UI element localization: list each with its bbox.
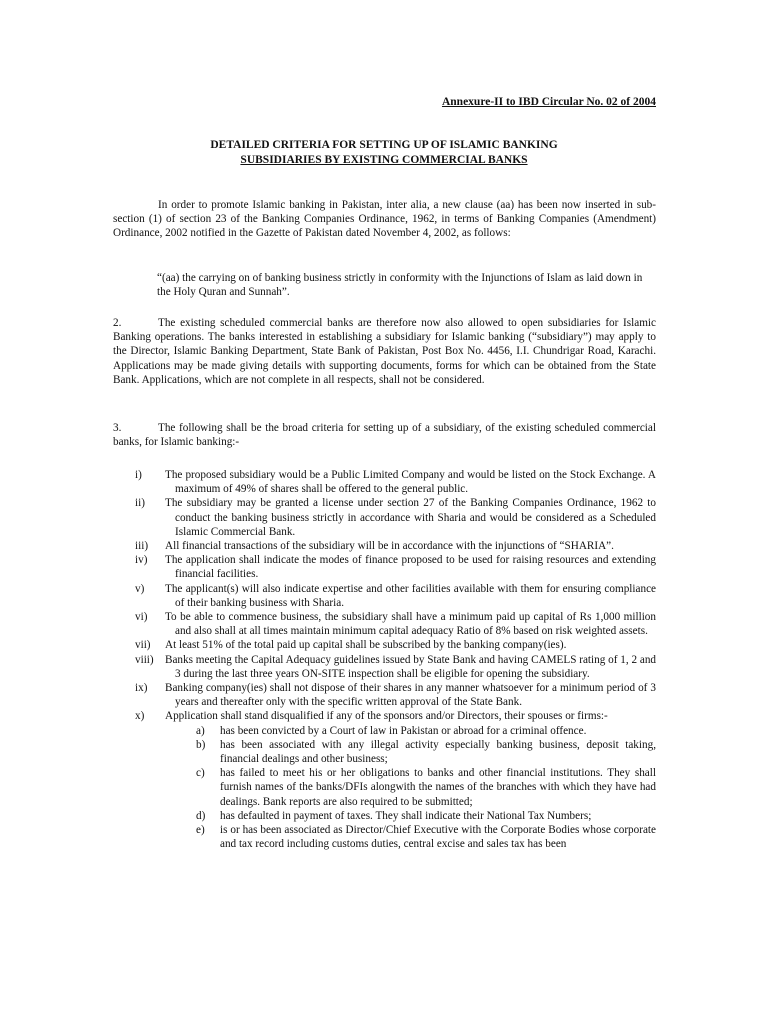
item-text: has been convicted by a Court of law in Pakistan or abroad for a criminal offence. [220,724,587,737]
paragraph-number: 2. [113,317,122,329]
item-number: ii) [135,497,145,510]
disqualification-item [113,823,656,851]
criteria-item [113,653,656,681]
item-text: has defaulted in payment of taxes. They shall indicate their National Tax Numbers; [220,809,592,822]
criteria-item [113,496,656,539]
item-text: All financial transactions of the subsidiary will be in accordance with the injunctions of “SHARIA”. [165,540,614,553]
item-text: The application shall indicate the modes of finance proposed to be used for raising resources and extending financial facilities. [165,554,656,581]
title-line-1: DETAILED CRITERIA FOR SETTING UP OF ISLAMIC BANKING [210,139,558,151]
item-text: To be able to commence business, the subsidiary shall have a minimum paid up capital of Rs 1,000 million and also shall at all times maintain minimum capital adequacy Ratio of 8% based on risk weighted assets. [165,611,656,638]
item-text: Banking company(ies) shall not dispose of their shares in any manner whatsoever for a minimum period of 3 years and thereafter only with the specific written approval of the State Bank. [165,682,656,709]
paragraph-text: The existing scheduled commercial banks are therefore now also allowed to open subsidiaries for Islamic Banking operations. The banks interested in establishing a subsidiary for Islamic banking (“subsidiary”) may apply to the Director, Islamic Banking Department, State Bank of Pakistan, Post Box No. 4456, I.I. Chundrigar Road, Karachi. Applications may be made giving details with supporting documents, forms for which can be obtained from the State Bank. Applications, which are not complete in all respects, shall not be considered. [113,317,656,386]
criteria-item [113,553,656,581]
item-text: The proposed subsidiary would be a Public Limited Company and would be listed on the Stock Exchange. A maximum of 49% of shares shall be offered to the general public. [165,469,656,496]
item-text: Application shall stand disqualified if any of the sponsors and/or Directors, their spouses or firms:- [165,710,608,723]
intro-paragraph: In order to promote Islamic banking in Pakistan, inter alia, a new clause (aa) has been now inserted in sub-section (1) of section 23 of the Banking Companies Ordinance, 1962, in terms of Banking Companies (Amendment) Ordinance, 2002 notified in the Gazette of Pakistan dated November 4, 2002, as follows: [113,199,656,240]
item-number: iii) [135,540,149,553]
item-text: Banks meeting the Capital Adequacy guidelines issued by State Bank and having CAMELS rating of 1, 2 and 3 during the last three years ON-SITE inspection shall be eligible for opening the subsidiary. [165,653,656,680]
item-number: ix) [135,682,148,695]
paragraph-number: 3. [113,422,122,434]
item-text: is or has been associated as Director/Chief Executive with the Corporate Bodies whose corporate and tax record including customs duties, central excise and sales tax has been [220,824,656,851]
item-letter: e) [196,824,205,837]
item-number: x) [135,710,145,723]
item-number: vi) [135,611,148,624]
criteria-item [113,709,656,851]
annexure-reference: Annexure-II to IBD Circular No. 02 of 2004 [441,96,656,108]
criteria-item [113,468,656,496]
criteria-item [113,582,656,610]
item-letter: b) [196,738,206,751]
item-number: i) [135,469,142,481]
item-letter: c) [196,767,205,780]
title-line-2: SUBSIDIARIES BY EXISTING COMMERCIAL BANKS [240,153,528,166]
criteria-item [113,539,656,553]
item-number: iv) [135,554,148,567]
disqualification-item [113,724,656,738]
item-text: The subsidiary may be granted a license under section 27 of the Banking Companies Ordinance, 1962 to conduct the banking business strictly in accordance with Sharia and would be considered as a Scheduled Islamic Commercial Bank. [165,497,656,538]
paragraph-3 [113,421,656,449]
item-letter: a) [196,724,205,737]
item-text: The applicant(s) will also indicate expertise and other facilities available with them for ensuring compliance of their banking business with Sharia. [165,582,656,609]
item-text: At least 51% of the total paid up capital shall be subscribed by the banking company(ies). [165,639,567,652]
item-letter: d) [196,809,206,822]
document-title [0,138,768,167]
criteria-item [113,638,656,652]
paragraph-text: The following shall be the broad criteria for setting up of a subsidiary, of the existing scheduled commercial banks, for Islamic banking:- [113,422,656,449]
quoted-clause: “(aa) the carrying on of banking business strictly in conformity with the Injunctions of Islam as laid down in the Holy Quran and Sunnah”. [157,272,643,299]
criteria-list [113,468,656,851]
disqualification-item [113,738,656,766]
criteria-item [113,610,656,638]
item-text: has been associated with any illegal activity especially banking business, deposit taking, financial dealings and other business; [220,738,656,766]
item-text: has failed to meet his or her obligations to banks and other financial institutions. They shall furnish names of the banks/DFIs alongwith the names of the branches with which they have had dealings. Bank reports are also required to be submitted; [220,767,656,808]
item-number: v) [135,582,145,595]
disqualification-item [113,809,656,823]
item-number: viii) [135,653,154,666]
criteria-item [113,681,656,709]
item-number: vii) [135,639,151,652]
disqualification-item [113,766,656,809]
paragraph-2 [113,316,656,387]
